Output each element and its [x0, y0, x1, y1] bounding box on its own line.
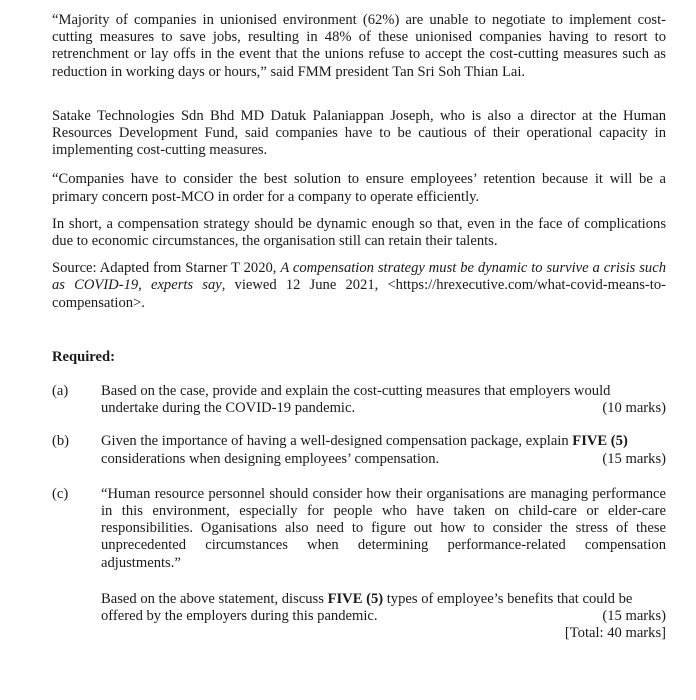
- case-paragraph-1: “Majority of companies in unionised environment (62%) are unable to negotiate to implement cost-cutting measures to save jobs, resulting in 48% of these unionised companies having to resort to retrenchment or lay offs in the event that the unions refuse to accept the cost-cutting measures such as reduction in working days or hours,” said FMM president Tan Sri Soh Thian Lai.: [52, 12, 666, 80]
- question-c-line-1: [101, 591, 666, 608]
- document-page: [52, 12, 666, 642]
- case-paragraph-3: “Companies have to consider the best solution to ensure employees’ retention because it will be a primary concern post-MCO in order for a company to operate efficiently.: [52, 171, 666, 205]
- question-b-marks: (15 marks): [602, 450, 666, 467]
- question-c-line-2: offered by the employers during this pandemic.: [101, 608, 378, 625]
- question-c-marks: (15 marks): [602, 608, 666, 625]
- source-title: A compensation strategy must be dynamic to survive a crisis such as COVID-19, experts say: [52, 260, 666, 294]
- total-marks: [Total: 40 marks]: [564, 625, 666, 642]
- question-c: [52, 486, 666, 643]
- question-b-count: FIVE (5): [572, 433, 628, 450]
- question-b-line-1: [101, 433, 666, 450]
- question-a-line-1: Based on the case, provide and explain the cost-cutting measures that employers would: [101, 383, 611, 400]
- question-b-line-2: considerations when designing employees’ compensation.: [101, 450, 440, 467]
- question-c-quote: “Human resource personnel should consider how their organisations are managing performance in this environment, especially for people who have taken on child-care or elder-care responsibilities. Oganisations also need to figure out how to consider the stress of these unprecedented circumstances when determining performance-related compensation adjustments.”: [101, 485, 666, 571]
- question-b: [52, 433, 666, 467]
- source-suffix: , viewed 12 June 2021, <https://hrexecutive.com/what-covid-means-to-compensation>.: [52, 277, 666, 311]
- question-c-line-1-post: types of employee’s benefits that could be: [383, 590, 633, 607]
- question-b-label: (b): [52, 433, 70, 450]
- question-c-line-1-pre: Based on the above statement, discuss: [101, 590, 328, 607]
- required-heading: Required:: [52, 348, 115, 365]
- question-a: [52, 383, 666, 417]
- source-prefix: Source: Adapted from Starner T 2020,: [52, 260, 281, 277]
- question-a-marks: (10 marks): [602, 400, 666, 417]
- question-a-line-2: undertake during the COVID-19 pandemic.: [101, 400, 356, 417]
- question-b-line-1-text: Given the importance of having a well-designed compensation package, explain: [101, 433, 573, 450]
- case-paragraph-2: Satake Technologies Sdn Bhd MD Datuk Palaniappan Joseph, who is also a director at the Human Resources Development Fund, said companies have to be cautious of their operational capacity in implementing cost-cutting measures.: [52, 107, 666, 159]
- source-citation: [52, 260, 666, 312]
- question-a-label: (a): [52, 383, 69, 400]
- case-paragraph-4: In short, a compensation strategy should be dynamic enough so that, even in the face of complications due to economic circumstances, the organisation still can retain their talents.: [52, 215, 666, 250]
- question-c-label: (c): [52, 485, 69, 502]
- question-c-count: FIVE (5): [327, 590, 384, 607]
